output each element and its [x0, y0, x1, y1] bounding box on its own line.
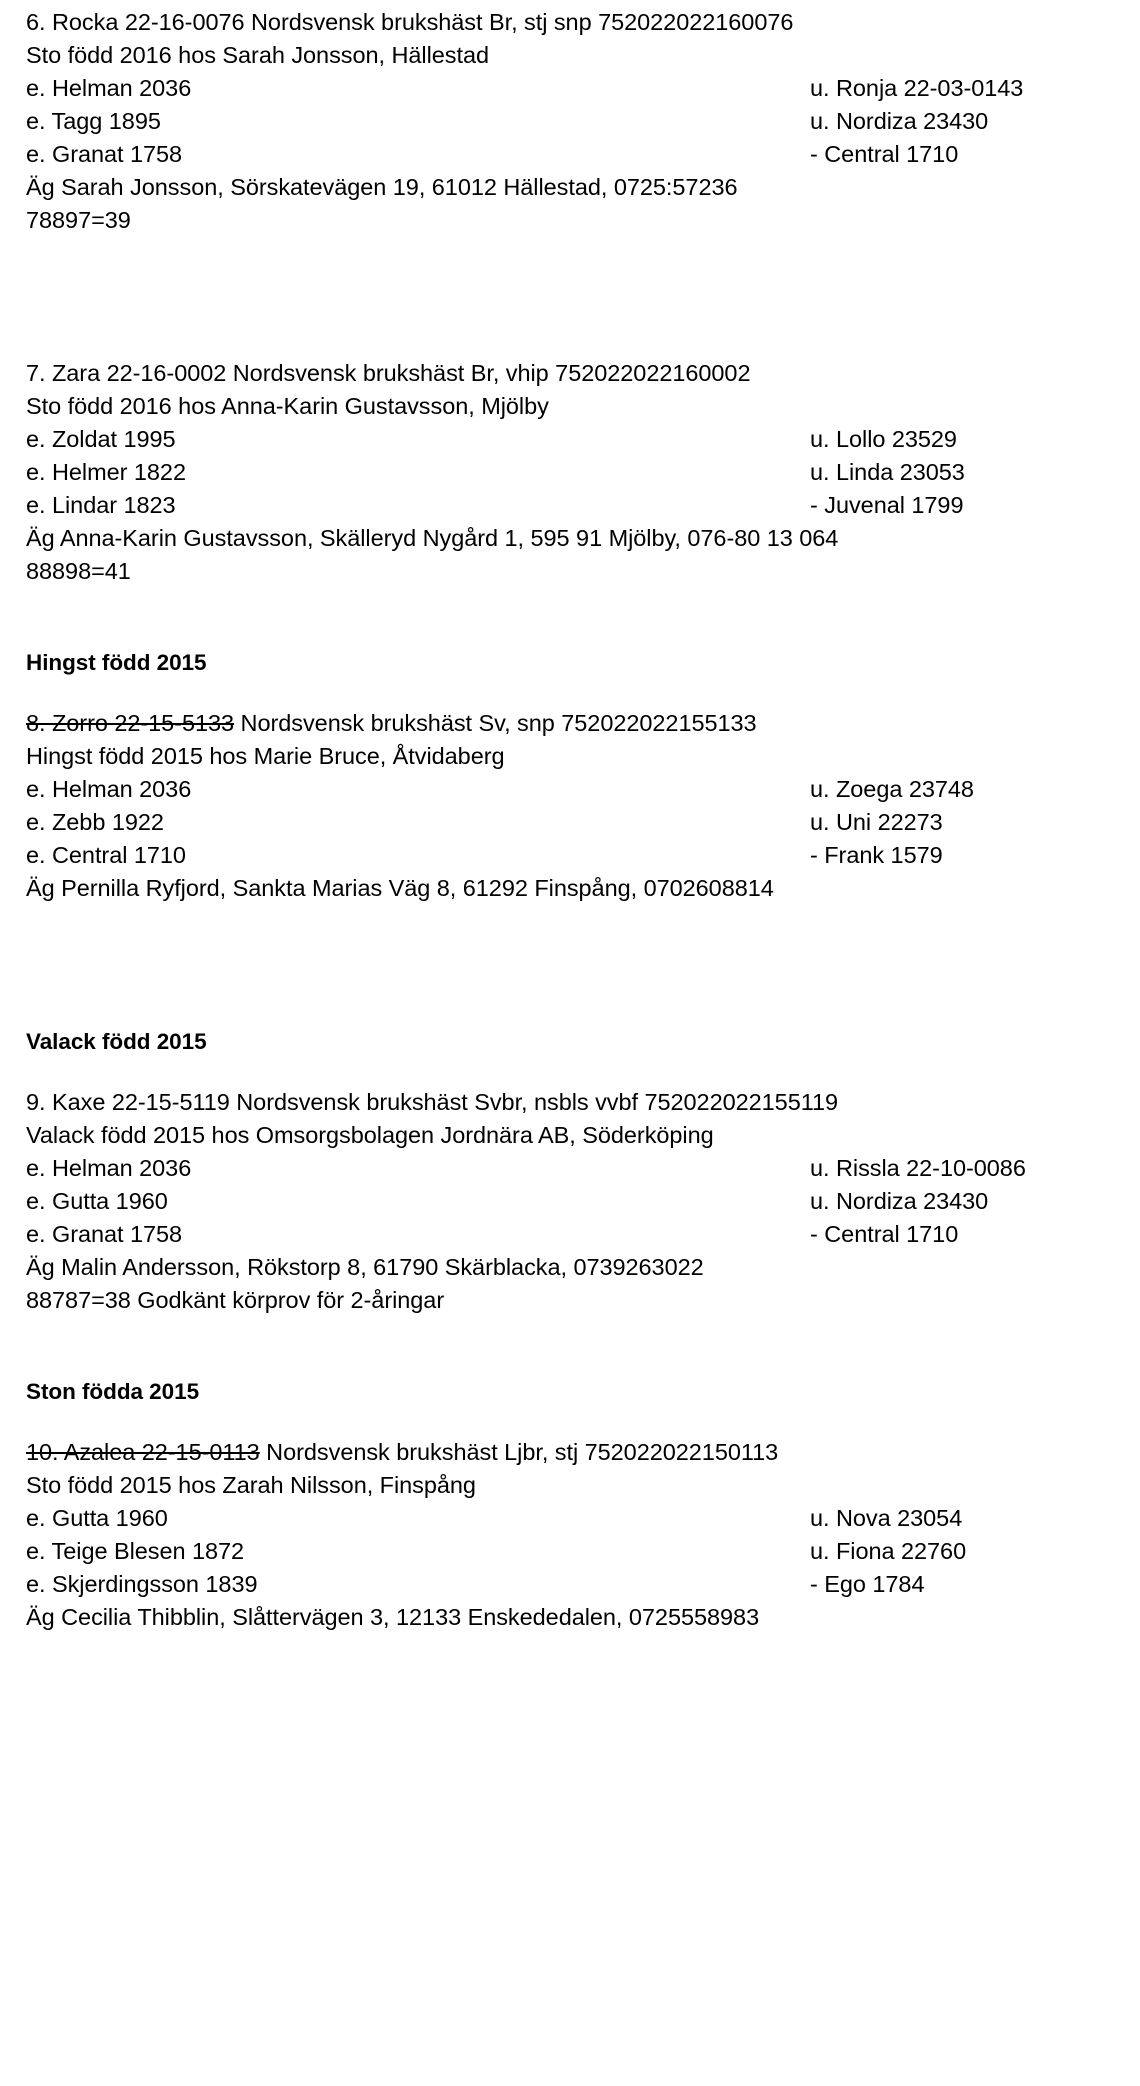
- pedigree-row: [26, 423, 1114, 456]
- entry-title-rest: Nordsvensk brukshäst Ljbr, stj 752022022150113: [259, 1439, 779, 1465]
- entry-owner-line: Äg Anna-Karin Gustavsson, Skälleryd Nygård 1, 595 91 Mjölby, 076-80 13 064: [26, 525, 839, 551]
- pedigree-row: [26, 1568, 1114, 1601]
- entry-birth-line: Sto född 2016 hos Anna-Karin Gustavsson, Mjölby: [26, 393, 549, 419]
- pedigree-dam: - Central 1710: [810, 1221, 959, 1247]
- pedigree-row: [26, 1535, 1114, 1568]
- pedigree-row: [26, 489, 1114, 522]
- entry-birth-line: Sto född 2015 hos Zarah Nilsson, Finspång: [26, 1472, 476, 1498]
- pedigree-row: [26, 1152, 1114, 1185]
- pedigree-sire: e. Gutta 1960: [26, 1505, 168, 1531]
- horse-entry-10: [26, 1436, 1114, 1634]
- entry-owner-line: Äg Cecilia Thibblin, Slåttervägen 3, 12133 Enskededalen, 0725558983: [26, 1604, 760, 1630]
- pedigree-dam: u. Rissla 22-10-0086: [810, 1155, 1026, 1181]
- pedigree-sire: e. Helmer 1822: [26, 459, 186, 485]
- pedigree-dam: - Juvenal 1799: [810, 492, 964, 518]
- pedigree-row: [26, 105, 1114, 138]
- pedigree-row: [26, 806, 1114, 839]
- entry-birth-line: Hingst född 2015 hos Marie Bruce, Åtvidaberg: [26, 743, 505, 769]
- pedigree-row: [26, 456, 1114, 489]
- entry-title: 6. Rocka 22-16-0076 Nordsvensk brukshäst Br, stj snp 752022022160076: [26, 9, 794, 35]
- pedigree-dam: u. Nordiza 23430: [810, 1188, 989, 1214]
- pedigree-sire: e. Teige Blesen 1872: [26, 1538, 245, 1564]
- entry-note-line: 88898=41: [26, 558, 131, 584]
- section-heading-valack-2015: Valack född 2015: [26, 1029, 207, 1054]
- pedigree-row: [26, 1185, 1114, 1218]
- pedigree-row: [26, 839, 1114, 872]
- horse-entry-8: [26, 707, 1114, 905]
- section-heading-hingst-2015: Hingst född 2015: [26, 650, 207, 675]
- pedigree-dam: - Central 1710: [810, 141, 959, 167]
- pedigree-row: [26, 773, 1114, 806]
- pedigree-row: [26, 72, 1114, 105]
- entry-owner-line: Äg Sarah Jonsson, Sörskatevägen 19, 61012 Hällestad, 0725:57236: [26, 174, 738, 200]
- entry-title: 7. Zara 22-16-0002 Nordsvensk brukshäst Br, vhip 752022022160002: [26, 360, 751, 386]
- pedigree-dam: - Frank 1579: [810, 842, 943, 868]
- pedigree-sire: e. Zebb 1922: [26, 809, 164, 835]
- pedigree-sire: e. Granat 1758: [26, 141, 183, 167]
- section-spacer: [26, 905, 1114, 1025]
- section-heading-ston-2015: Ston födda 2015: [26, 1379, 200, 1404]
- pedigree-sire: e. Helman 2036: [26, 776, 192, 802]
- pedigree-sire: e. Granat 1758: [26, 1221, 183, 1247]
- section-spacer: [26, 588, 1114, 646]
- pedigree-sire: e. Lindar 1823: [26, 492, 176, 518]
- entry-title-struck-part: 10. Azalea 22-15-0113: [26, 1439, 260, 1465]
- entry-title: [26, 1436, 1114, 1469]
- entry-title: 9. Kaxe 22-15-5119 Nordsvensk brukshäst Svbr, nsbls vvbf 752022022155119: [26, 1089, 839, 1115]
- heading-spacer: [26, 1408, 1114, 1436]
- pedigree-sire: e. Zoldat 1995: [26, 426, 176, 452]
- pedigree-dam: u. Ronja 22-03-0143: [810, 75, 1024, 101]
- pedigree-dam: u. Fiona 22760: [810, 1538, 967, 1564]
- pedigree-sire: e. Central 1710: [26, 842, 186, 868]
- pedigree-sire: e. Skjerdingsson 1839: [26, 1571, 258, 1597]
- horse-entry-9: [26, 1086, 1114, 1317]
- pedigree-dam: u. Nordiza 23430: [810, 108, 989, 134]
- pedigree-row: [26, 1502, 1114, 1535]
- entry-birth-line: Sto född 2016 hos Sarah Jonsson, Hällestad: [26, 42, 489, 68]
- pedigree-sire: e. Helman 2036: [26, 75, 192, 101]
- entry-title: [26, 707, 1114, 740]
- entry-note-line: 88787=38 Godkänt körprov för 2-åringar: [26, 1287, 445, 1313]
- pedigree-sire: e. Gutta 1960: [26, 1188, 168, 1214]
- pedigree-dam: u. Uni 22273: [810, 809, 943, 835]
- pedigree-sire: e. Helman 2036: [26, 1155, 192, 1181]
- horse-entry-6: [26, 6, 1114, 237]
- pedigree-dam: u. Linda 23053: [810, 459, 965, 485]
- entry-title-rest: Nordsvensk brukshäst Sv, snp 752022022155133: [234, 710, 757, 736]
- pedigree-dam: - Ego 1784: [810, 1571, 925, 1597]
- pedigree-dam: u. Zoega 23748: [810, 776, 974, 802]
- pedigree-dam: u. Lollo 23529: [810, 426, 957, 452]
- section-spacer: [26, 237, 1114, 357]
- horse-entry-7: [26, 357, 1114, 588]
- pedigree-dam: u. Nova 23054: [810, 1505, 963, 1531]
- entry-title-struck-part: 8. Zorro 22-15-5133: [26, 710, 235, 736]
- heading-spacer: [26, 1058, 1114, 1086]
- entry-owner-line: Äg Malin Andersson, Rökstorp 8, 61790 Skärblacka, 0739263022: [26, 1254, 704, 1280]
- pedigree-row: [26, 138, 1114, 171]
- pedigree-row: [26, 1218, 1114, 1251]
- pedigree-sire: e. Tagg 1895: [26, 108, 161, 134]
- heading-spacer: [26, 679, 1114, 707]
- entry-owner-line: Äg Pernilla Ryfjord, Sankta Marias Väg 8, 61292 Finspång, 0702608814: [26, 875, 774, 901]
- entry-birth-line: Valack född 2015 hos Omsorgsbolagen Jordnära AB, Söderköping: [26, 1122, 714, 1148]
- section-spacer: [26, 1317, 1114, 1375]
- entry-note-line: 78897=39: [26, 207, 131, 233]
